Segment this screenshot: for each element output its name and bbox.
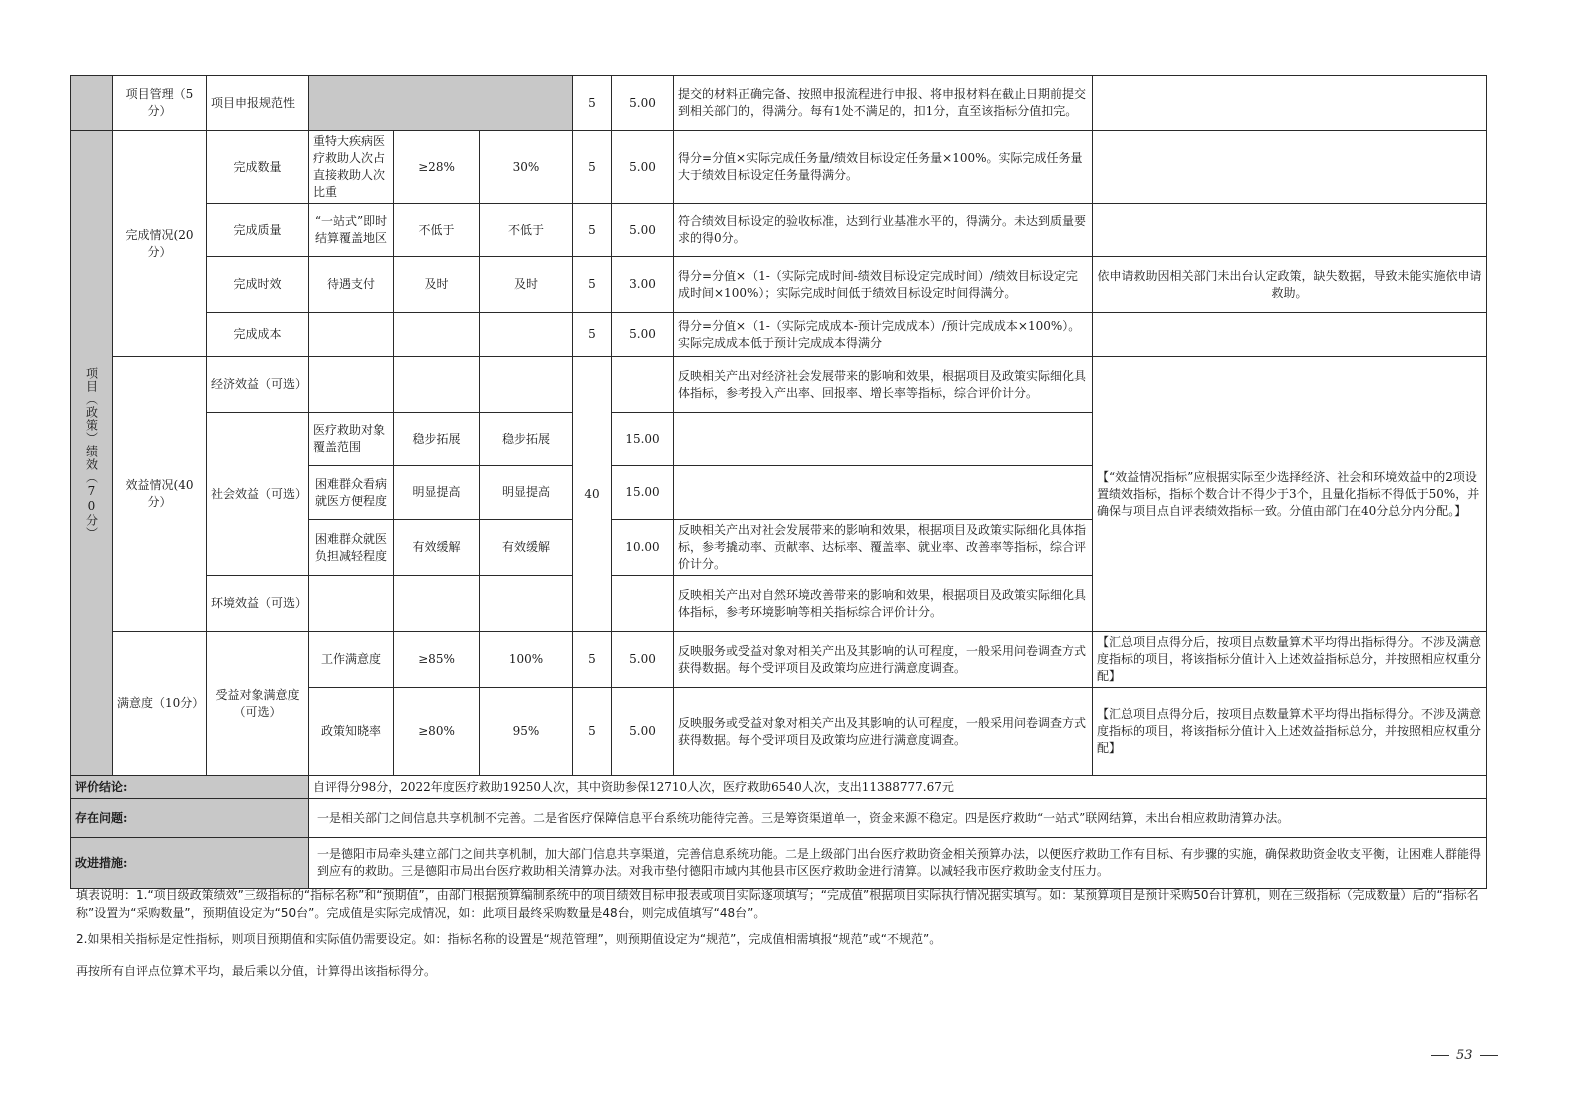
indicator-name: 待遇支付 — [309, 257, 394, 313]
l3-indicator: 完成成本 — [207, 313, 309, 357]
score-cell: 5.00 — [612, 76, 674, 131]
standard-cell: 符合绩效目标设定的验收标准，达到行业基准水平的，得满分。未达到质量要求的得0分。 — [674, 204, 1093, 257]
grey-cell — [309, 76, 573, 131]
table-row — [71, 204, 1487, 257]
measures-row — [71, 838, 1487, 889]
score-cell — [612, 576, 674, 632]
standard-cell: 反映相关产出对社会发展带来的影响和效果，根据项目及政策实际细化具体指标，参考撬动率、贡献率、达标率、覆盖率、就业率、改善率等指标，综合评价计分。 — [674, 520, 1093, 576]
standard-cell: 得分=分值×实际完成任务量/绩效目标设定任务量×100%。实际完成任务量大于绩效目标设定任务量得满分。 — [674, 131, 1093, 204]
table-row — [71, 357, 1487, 413]
l3-indicator: 社会效益（可选） — [207, 413, 309, 576]
note-1: 填表说明：1.“项目级政策绩效”三级指标的“指标名称”和“预期值”，由部门根据预算编制系统中的项目绩效目标申报表或项目实际逐项填写；“完成值”根据项目实际执行情况据实填写。如：某预算项目是预计采购50台计算机，则在三级指标（完成数量）后的“指标名称”设置为“采购数量”，预期值设定为“50台”。完成值是实际完成情况，如：此项目最终采购数量是48台，则完成值填写“48台”。 — [76, 888, 1479, 920]
table-row — [71, 632, 1487, 688]
target-value — [394, 357, 480, 413]
target-value: 不低于 — [394, 204, 480, 257]
indicator-name: “一站式”即时结算覆盖地区 — [309, 204, 394, 257]
grey-cell — [71, 76, 113, 131]
indicator-name: 医疗救助对象覆盖范围 — [309, 413, 394, 466]
score-cell: 15.00 — [612, 466, 674, 520]
score-cell: 5.00 — [612, 632, 674, 688]
target-value: 有效缓解 — [394, 520, 480, 576]
actual-value: 30% — [480, 131, 573, 204]
l3-indicator: 完成质量 — [207, 204, 309, 257]
remark-cell — [1093, 131, 1487, 204]
standard-cell — [674, 466, 1093, 520]
remark-cell — [1093, 313, 1487, 357]
actual-value: 明显提高 — [480, 466, 573, 520]
remark-cell: 【“效益情况指标”应根据实际至少选择经济、社会和环境效益中的2项设置绩效指标，指标个数合计不得少于3个，且量化指标不得低于50%，并确保与项目点自评表绩效指标一致。分值由部门在40分总分内分配。】 — [1093, 357, 1487, 632]
page-number-text: 53 — [1456, 1048, 1473, 1063]
indicator-name — [309, 357, 394, 413]
standard-cell: 反映服务或受益对象对相关产出及其影响的认可程度，一般采用问卷调查方式获得数据。每个受评项目及政策均应进行满意度调查。 — [674, 632, 1093, 688]
l3-indicator: 项目申报规范性 — [207, 76, 309, 131]
note-2: 2.如果相关指标是定性指标，则项目预期值和实际值仍需要设定。如：指标名称的设置是“规范管理”，则预期值设定为“规范”，完成值相需填报“规范”或“不规范”。 — [76, 932, 942, 946]
measures-label: 改进措施: — [71, 838, 309, 889]
l2-indicator: 完成情况(20分） — [113, 131, 207, 357]
score-cell: 5.00 — [612, 204, 674, 257]
indicator-name: 重特大疾病医疗救助人次占直接救助人次比重 — [309, 131, 394, 204]
actual-value: 稳步拓展 — [480, 413, 573, 466]
table-row — [71, 76, 1487, 131]
l1-indicator — [71, 131, 113, 776]
l3-indicator: 环境效益（可选） — [207, 576, 309, 632]
score-cell: 10.00 — [612, 520, 674, 576]
remark-cell — [1093, 204, 1487, 257]
table-row — [71, 131, 1487, 204]
conclusion-label: 评价结论: — [71, 776, 309, 799]
score-cell: 3.00 — [612, 257, 674, 313]
weight-cell: 5 — [573, 257, 612, 313]
indicator-name — [309, 576, 394, 632]
remark-cell: 【汇总项目点得分后，按项目点数量算术平均得出指标得分。不涉及满意度指标的项目，将该指标分值计入上述效益指标总分，并按照相应权重分配】 — [1093, 688, 1487, 776]
note-3: 再按所有自评点位算术平均，最后乘以分值，计算得出该指标得分。 — [76, 964, 437, 978]
weight-cell: 5 — [573, 632, 612, 688]
dash-left — [1431, 1055, 1449, 1056]
actual-value: 有效缓解 — [480, 520, 573, 576]
l1-label: 项目（政策）绩效（70分） — [84, 366, 99, 540]
weight-cell: 5 — [573, 313, 612, 357]
standard-cell: 反映服务或受益对象对相关产出及其影响的认可程度，一般采用问卷调查方式获得数据。每个受评项目及政策均应进行满意度调查。 — [674, 688, 1093, 776]
target-value: 及时 — [394, 257, 480, 313]
l3-indicator: 完成时效 — [207, 257, 309, 313]
l3-indicator: 完成数量 — [207, 131, 309, 204]
target-value — [394, 313, 480, 357]
target-value: ≥80% — [394, 688, 480, 776]
indicator-name — [309, 313, 394, 357]
conclusion-text: 自评得分98分，2022年度医疗救助19250人次，其中资助参保12710人次，医疗救助6540人次，支出11388777.67元 — [309, 776, 1487, 799]
actual-value: 95% — [480, 688, 573, 776]
target-value: 稳步拓展 — [394, 413, 480, 466]
remark-cell — [1093, 76, 1487, 131]
weight-cell: 5 — [573, 204, 612, 257]
issues-label: 存在问题: — [71, 799, 309, 838]
conclusion-row — [71, 776, 1487, 799]
indicator-name: 工作满意度 — [309, 632, 394, 688]
performance-table — [70, 75, 1487, 889]
weight-cell: 40 — [573, 357, 612, 632]
score-cell: 5.00 — [612, 131, 674, 204]
standard-cell: 得分=分值×（1-（实际完成成本-预计完成成本）/预计完成成本×100%）。实际完成成本低于预计完成成本得满分 — [674, 313, 1093, 357]
target-value: ≥28% — [394, 131, 480, 204]
dash-right — [1480, 1055, 1498, 1056]
standard-cell: 提交的材料正确完备、按照申报流程进行申报、将申报材料在截止日期前提交到相关部门的，得满分。每有1处不满足的，扣1分，直至该指标分值扣完。 — [674, 76, 1093, 131]
measures-text: 一是德阳市局牵头建立部门之间共享机制，加大部门信息共享渠道，完善信息系统功能。二是上级部门出台医疗救助资金相关预算办法，以便医疗救助工作有目标、有步骤的实施，确保救助资金收支平衡，让困难人群能得到应有的救助。三是德阳市局出台医疗救助相关清算办法。对我市垫付德阳市域内其他县市区医疗救助金进行清算。以减轻我市医疗救助金支付压力。 — [309, 838, 1487, 889]
table-row — [71, 257, 1487, 313]
weight-cell: 5 — [573, 131, 612, 204]
actual-value: 100% — [480, 632, 573, 688]
actual-value — [480, 357, 573, 413]
indicator-name: 困难群众就医负担减轻程度 — [309, 520, 394, 576]
score-cell: 5.00 — [612, 688, 674, 776]
l2-indicator: 满意度（10分） — [113, 632, 207, 776]
issues-row — [71, 799, 1487, 838]
actual-value — [480, 576, 573, 632]
score-cell — [612, 357, 674, 413]
remark-cell: 依申请救助因相关部门未出台认定政策，缺失数据，导致未能实施依申请救助。 — [1093, 257, 1487, 313]
actual-value: 不低于 — [480, 204, 573, 257]
actual-value — [480, 313, 573, 357]
issues-text: 一是相关部门之间信息共享机制不完善。二是省医疗保障信息平台系统功能待完善。三是筹资渠道单一，资金来源不稳定。四是医疗救助“一站式”联网结算，未出台相应救助清算办法。 — [309, 799, 1487, 838]
l3-indicator: 受益对象满意度（可选） — [207, 632, 309, 776]
l2-indicator: 项目管理（5分） — [113, 76, 207, 131]
score-cell: 15.00 — [612, 413, 674, 466]
target-value: ≥85% — [394, 632, 480, 688]
score-cell: 5.00 — [612, 313, 674, 357]
l3-indicator: 经济效益（可选） — [207, 357, 309, 413]
standard-cell: 反映相关产出对自然环境改善带来的影响和效果，根据项目及政策实际细化具体指标，参考环境影响等相关指标综合评价计分。 — [674, 576, 1093, 632]
indicator-name: 困难群众看病就医方便程度 — [309, 466, 394, 520]
standard-cell: 得分=分值×（1-（实际完成时间-绩效目标设定完成时间）/绩效目标设定完成时间×100%）；实际完成时间低于绩效目标设定时间得满分。 — [674, 257, 1093, 313]
indicator-name: 政策知晓率 — [309, 688, 394, 776]
actual-value: 及时 — [480, 257, 573, 313]
table-row — [71, 313, 1487, 357]
evaluation-sheet — [70, 75, 1486, 889]
page-number — [1424, 1048, 1505, 1063]
remark-cell: 【汇总项目点得分后，按项目点数量算术平均得出指标得分。不涉及满意度指标的项目，将该指标分值计入上述效益指标总分，并按照相应权重分配】 — [1093, 632, 1487, 688]
target-value — [394, 576, 480, 632]
weight-cell: 5 — [573, 76, 612, 131]
standard-cell — [674, 413, 1093, 466]
standard-cell: 反映相关产出对经济社会发展带来的影响和效果，根据项目及政策实际细化具体指标，参考投入产出率、回报率、增长率等指标，综合评价计分。 — [674, 357, 1093, 413]
target-value: 明显提高 — [394, 466, 480, 520]
weight-cell: 5 — [573, 688, 612, 776]
l2-indicator: 效益情况(40分） — [113, 357, 207, 632]
filling-notes — [76, 886, 1486, 980]
